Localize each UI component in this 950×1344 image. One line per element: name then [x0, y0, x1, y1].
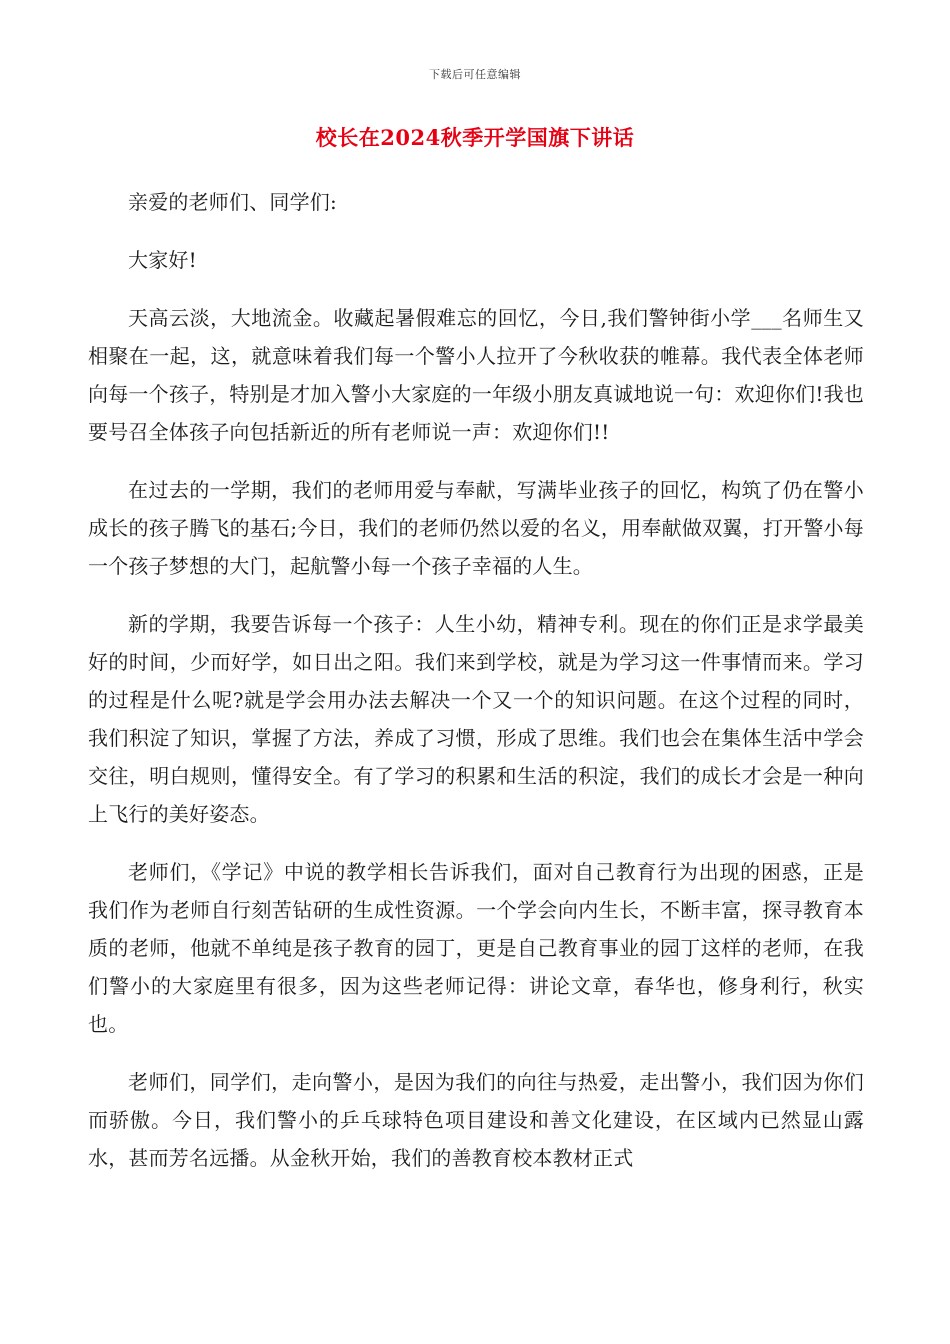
document-body [88, 183, 864, 1197]
greeting: 大家好! [128, 248, 197, 272]
header-note: 下载后可任意编辑 [429, 68, 521, 81]
paragraph-3: 新的学期，我要告诉每一个孩子：人生小幼，精神专利。现在的你们正是求学最美好的时间，少而好学，如日出之阳。我们来到学校，就是为学习这一件事情而来。学习的过程是什么呢?就是学会用办法去解决一个又一个的知识问题。在这个过程的同时，我们积淀了知识，掌握了方法，养成了习惯，形成了思维。我们也会在集体生活中学会交往，明白规则，懂得安全。有了学习的积累和生活的积淀，我们的成长才会是一种向上飞行的美好姿态。 [88, 612, 864, 826]
salutation: 亲爱的老师们、同学们: [128, 190, 337, 214]
paragraph-2: 在过去的一学期，我们的老师用爱与奉献，写满毕业孩子的回忆，构筑了仍在警小成长的孩子腾飞的基石;今日，我们的老师仍然以爱的名义，用奉献做双翼，打开警小每一个孩子梦想的大门，起航警小每一个孩子幸福的人生。 [88, 478, 864, 578]
paragraph-5: 老师们，同学们，走向警小，是因为我们的向往与热爱，走出警小，我们因为你们而骄傲。今日，我们警小的乒乓球特色项目建设和善文化建设，在区域内已然显山露水，甚而芳名远播。从金秋开始，我们的善教育校本教材正式 [88, 1070, 864, 1170]
document-title: 校长在2024秋季开学国旗下讲话 [315, 125, 635, 150]
paragraph-1: 天高云淡，大地流金。收藏起暑假难忘的回忆，今日,我们警钟街小学___名师生又相聚在一起，这，就意味着我们每一个警小人拉开了今秋收获的帷幕。我代表全体老师向每一个孩子，特别是才加入警小大家庭的一年级小朋友真诚地说一句：欢迎你们!我也要号召全体孩子向包括新近的所有老师说一声：欢迎你们!! [88, 306, 864, 444]
paragraph-4: 老师们，《学记》中说的教学相长告诉我们，面对自己教育行为出现的困惑，正是我们作为老师自行刻苦钻研的生成性资源。一个学会向内生长，不断丰富，探寻教育本质的老师，他就不单纯是孩子教育的园丁，更是自己教育事业的园丁这样的老师，在我们警小的大家庭里有很多，因为这些老师记得：讲论文章，春华也，修身利行，秋实也。 [88, 860, 864, 1036]
